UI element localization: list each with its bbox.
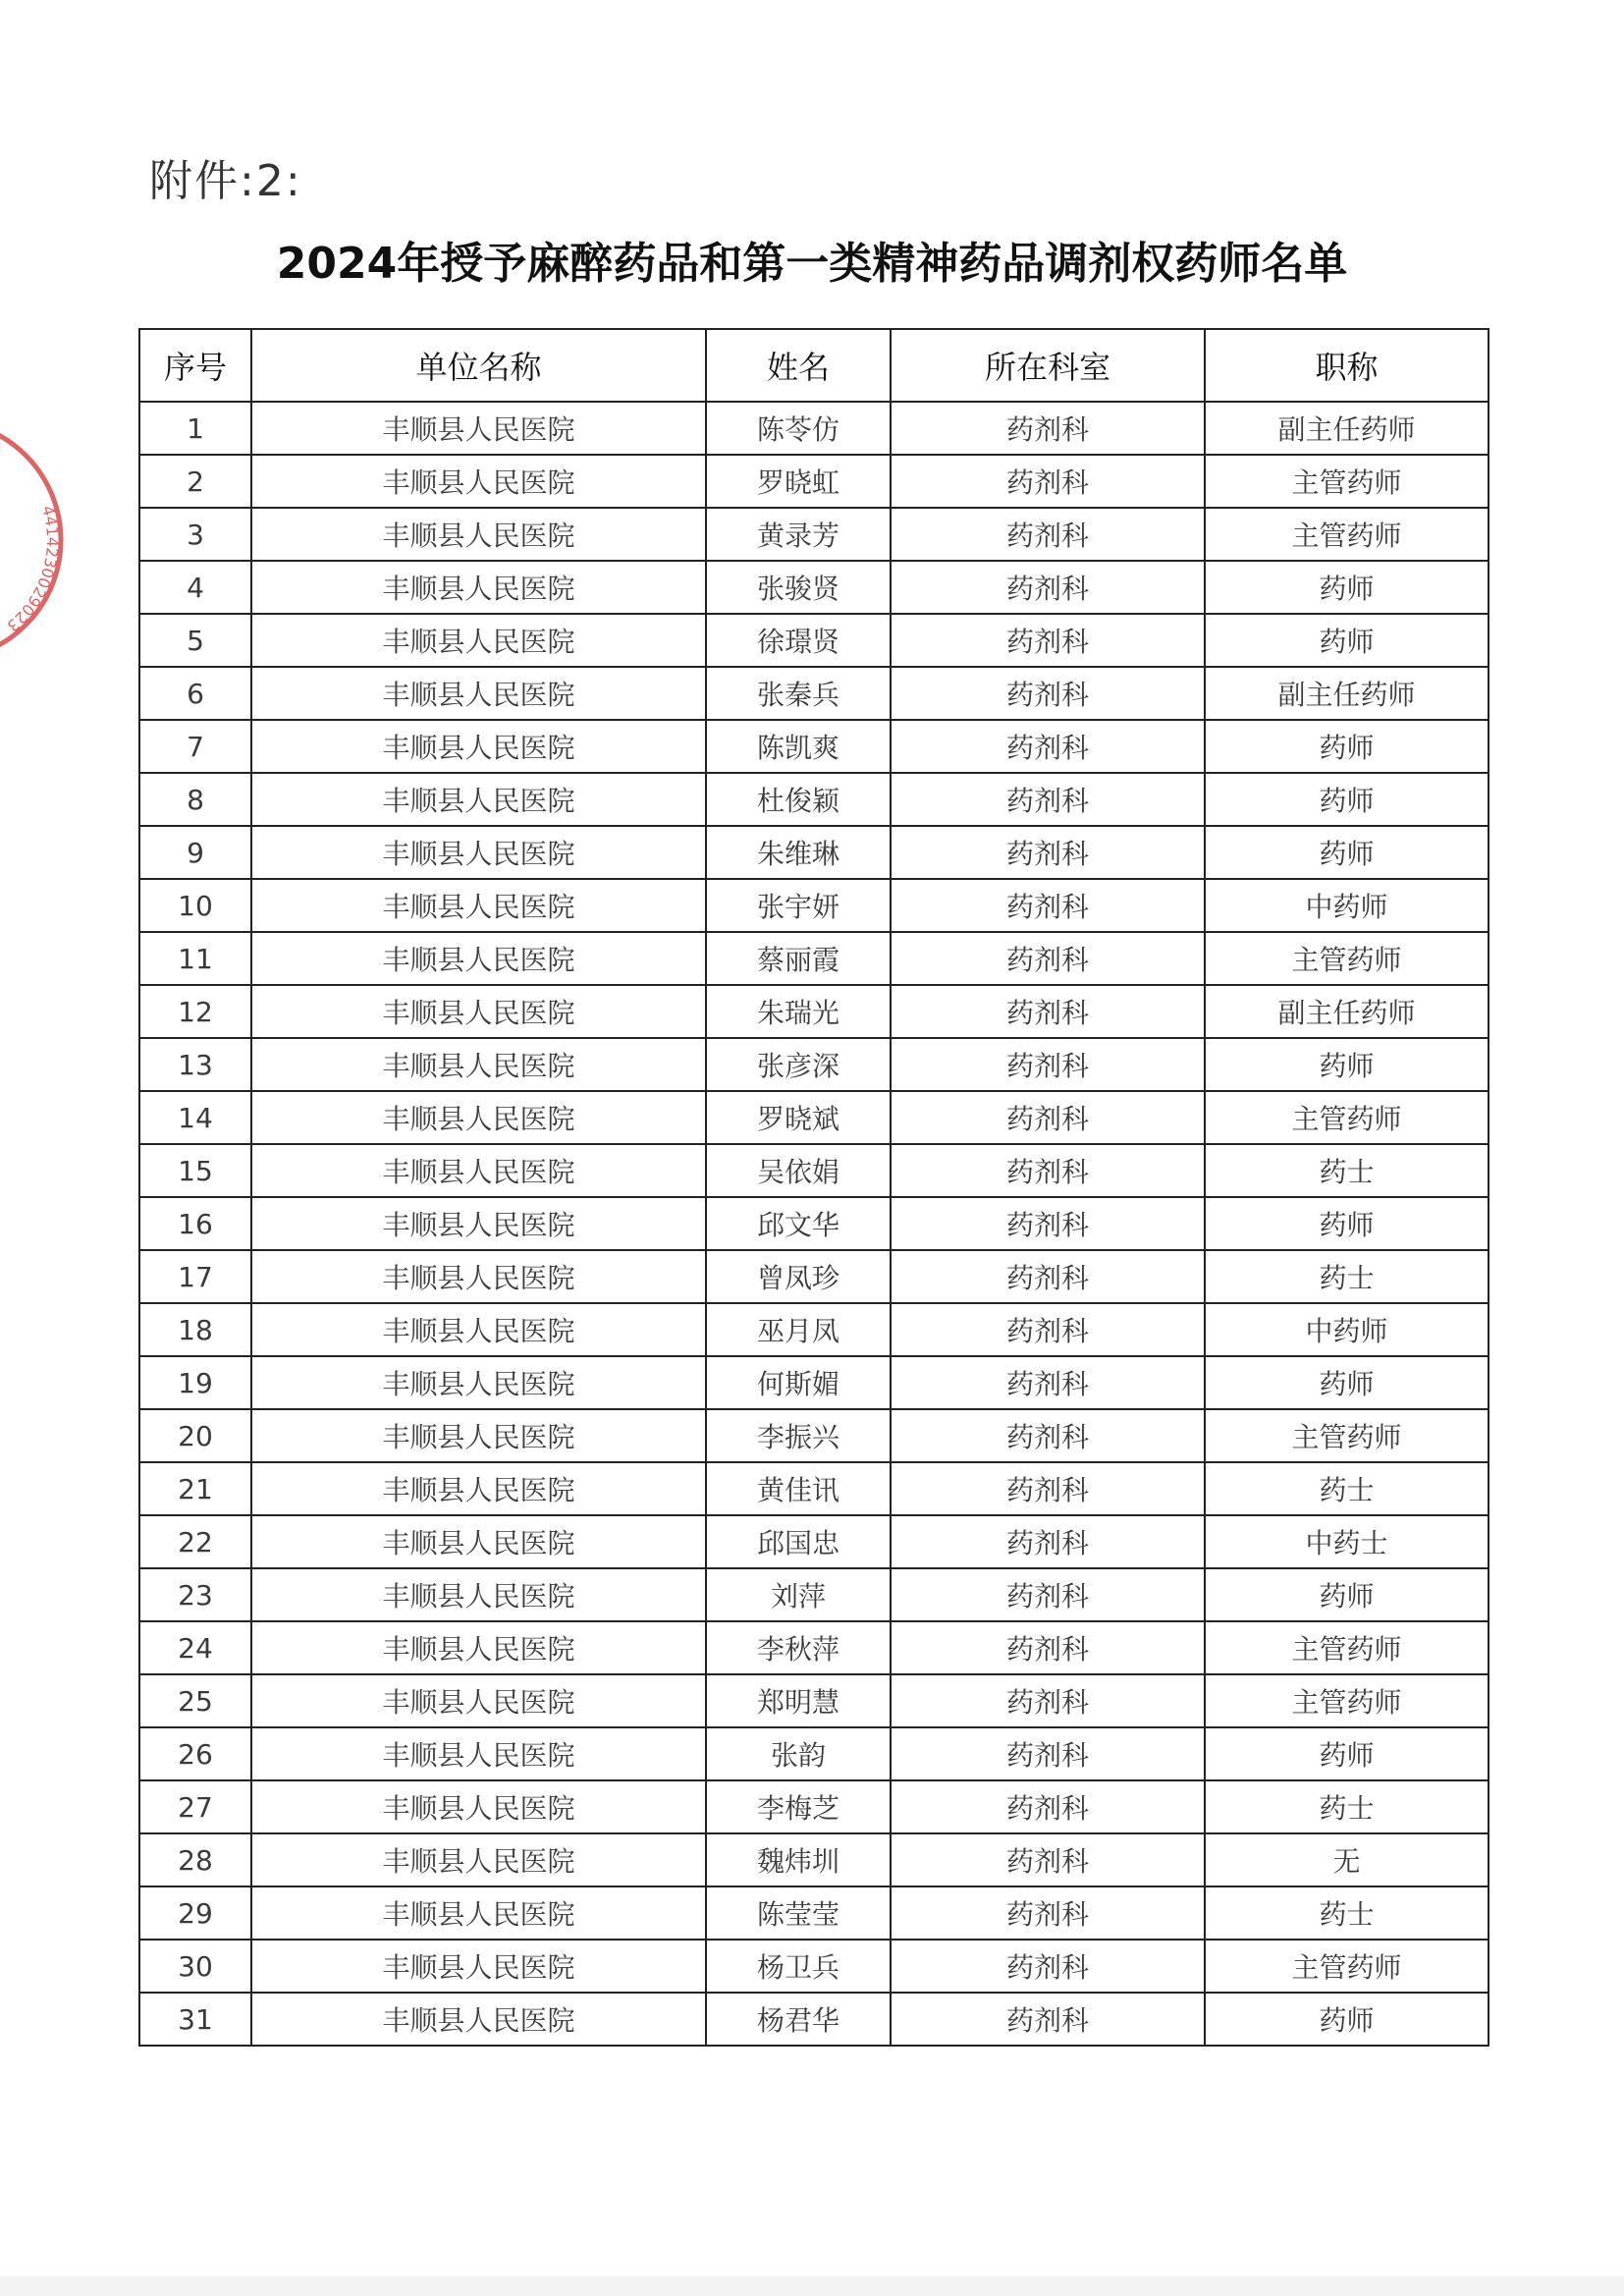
cell-unit: 丰顺县人民医院 (251, 720, 706, 773)
cell-department: 药剂科 (891, 1993, 1205, 2046)
table-row (139, 1886, 1489, 1940)
cell-number: 30 (139, 1940, 251, 1993)
cell-unit: 丰顺县人民医院 (251, 1568, 706, 1621)
cell-title: 无 (1205, 1833, 1489, 1886)
attachment-label: 附件:2: (149, 156, 302, 206)
cell-department: 药剂科 (891, 455, 1205, 508)
cell-department: 药剂科 (891, 773, 1205, 826)
cell-department: 药剂科 (891, 1250, 1205, 1303)
cell-number: 25 (139, 1674, 251, 1727)
cell-department: 药剂科 (891, 879, 1205, 932)
cell-unit: 丰顺县人民医院 (251, 1409, 706, 1462)
cell-title: 药师 (1205, 1727, 1489, 1780)
table-row (139, 1303, 1489, 1356)
cell-unit: 丰顺县人民医院 (251, 1993, 706, 2046)
cell-department: 药剂科 (891, 1303, 1205, 1356)
cell-title: 药士 (1205, 1462, 1489, 1515)
cell-title: 药师 (1205, 826, 1489, 879)
cell-unit: 丰顺县人民医院 (251, 561, 706, 614)
cell-name: 李秋萍 (706, 1621, 891, 1674)
cell-name: 邱文华 (706, 1197, 891, 1250)
cell-number: 24 (139, 1621, 251, 1674)
cell-department: 药剂科 (891, 667, 1205, 720)
header-unit: 单位名称 (251, 329, 706, 402)
cell-department: 药剂科 (891, 1462, 1205, 1515)
cell-department: 药剂科 (891, 1356, 1205, 1409)
cell-name: 陈凯爽 (706, 720, 891, 773)
cell-unit: 丰顺县人民医院 (251, 1038, 706, 1091)
cell-number: 27 (139, 1780, 251, 1833)
cell-unit: 丰顺县人民医院 (251, 1356, 706, 1409)
cell-unit: 丰顺县人民医院 (251, 1197, 706, 1250)
cell-title: 主管药师 (1205, 932, 1489, 985)
cell-title: 中药师 (1205, 1303, 1489, 1356)
cell-unit: 丰顺县人民医院 (251, 826, 706, 879)
table-header-row (139, 329, 1489, 402)
table-row (139, 985, 1489, 1038)
header-name: 姓名 (706, 329, 891, 402)
cell-number: 18 (139, 1303, 251, 1356)
cell-name: 何斯媚 (706, 1356, 891, 1409)
cell-name: 杨君华 (706, 1993, 891, 2046)
cell-unit: 丰顺县人民医院 (251, 1886, 706, 1940)
cell-title: 主管药师 (1205, 1409, 1489, 1462)
cell-title: 中药师 (1205, 879, 1489, 932)
cell-unit: 丰顺县人民医院 (251, 508, 706, 561)
cell-name: 邱国忠 (706, 1515, 891, 1568)
cell-unit: 丰顺县人民医院 (251, 879, 706, 932)
cell-name: 魏炜圳 (706, 1833, 891, 1886)
cell-number: 19 (139, 1356, 251, 1409)
cell-unit: 丰顺县人民医院 (251, 614, 706, 667)
cell-department: 药剂科 (891, 826, 1205, 879)
cell-department: 药剂科 (891, 1409, 1205, 1462)
table-row (139, 879, 1489, 932)
cell-department: 药剂科 (891, 720, 1205, 773)
cell-title: 主管药师 (1205, 508, 1489, 561)
cell-department: 药剂科 (891, 1833, 1205, 1886)
cell-name: 蔡丽霞 (706, 932, 891, 985)
cell-title: 药士 (1205, 1250, 1489, 1303)
cell-unit: 丰顺县人民医院 (251, 1674, 706, 1727)
cell-number: 26 (139, 1727, 251, 1780)
table-row (139, 1940, 1489, 1993)
official-seal (0, 412, 69, 668)
cell-title: 药师 (1205, 1993, 1489, 2046)
table-row (139, 1833, 1489, 1886)
cell-unit: 丰顺县人民医院 (251, 985, 706, 1038)
table-row (139, 1621, 1489, 1674)
cell-number: 2 (139, 455, 251, 508)
cell-department: 药剂科 (891, 1144, 1205, 1197)
document-title: 2024年授予麻醉药品和第一类精神药品调剂权药师名单 (276, 239, 1348, 289)
table-row (139, 1409, 1489, 1462)
table-row (139, 1727, 1489, 1780)
cell-number: 28 (139, 1833, 251, 1886)
table-row (139, 1568, 1489, 1621)
cell-number: 11 (139, 932, 251, 985)
table-row (139, 614, 1489, 667)
cell-department: 药剂科 (891, 1197, 1205, 1250)
cell-unit: 丰顺县人民医院 (251, 1250, 706, 1303)
cell-department: 药剂科 (891, 1515, 1205, 1568)
cell-title: 副主任药师 (1205, 667, 1489, 720)
cell-department: 药剂科 (891, 1621, 1205, 1674)
cell-name: 李梅芝 (706, 1780, 891, 1833)
cell-title: 主管药师 (1205, 1674, 1489, 1727)
cell-unit: 丰顺县人民医院 (251, 1144, 706, 1197)
cell-number: 9 (139, 826, 251, 879)
table-row (139, 1993, 1489, 2046)
cell-unit: 丰顺县人民医院 (251, 1462, 706, 1515)
header-department: 所在科室 (891, 329, 1205, 402)
cell-name: 罗晓斌 (706, 1091, 891, 1144)
cell-number: 10 (139, 879, 251, 932)
cell-number: 4 (139, 561, 251, 614)
cell-name: 刘萍 (706, 1568, 891, 1621)
cell-number: 14 (139, 1091, 251, 1144)
cell-title: 主管药师 (1205, 1091, 1489, 1144)
seal-number: 4414230029023 (3, 503, 63, 635)
cell-title: 副主任药师 (1205, 985, 1489, 1038)
table-row (139, 720, 1489, 773)
cell-number: 29 (139, 1886, 251, 1940)
scan-bottom-edge (0, 2276, 1624, 2296)
cell-number: 21 (139, 1462, 251, 1515)
cell-name: 巫月凤 (706, 1303, 891, 1356)
table-row (139, 667, 1489, 720)
cell-name: 杨卫兵 (706, 1940, 891, 1993)
cell-name: 黄佳讯 (706, 1462, 891, 1515)
cell-name: 张宇妍 (706, 879, 891, 932)
cell-department: 药剂科 (891, 1568, 1205, 1621)
cell-name: 黄录芳 (706, 508, 891, 561)
cell-title: 药师 (1205, 614, 1489, 667)
cell-department: 药剂科 (891, 932, 1205, 985)
cell-number: 1 (139, 402, 251, 455)
cell-number: 6 (139, 667, 251, 720)
cell-name: 张骏贤 (706, 561, 891, 614)
cell-department: 药剂科 (891, 1091, 1205, 1144)
cell-name: 曾凤珍 (706, 1250, 891, 1303)
cell-department: 药剂科 (891, 1674, 1205, 1727)
table-row (139, 1515, 1489, 1568)
cell-name: 李振兴 (706, 1409, 891, 1462)
table-row (139, 773, 1489, 826)
cell-title: 主管药师 (1205, 455, 1489, 508)
cell-unit: 丰顺县人民医院 (251, 1833, 706, 1886)
header-title: 职称 (1205, 329, 1489, 402)
cell-title: 药师 (1205, 720, 1489, 773)
table-row (139, 1091, 1489, 1144)
svg-text:4414230029023 (3, 504, 62, 635)
cell-department: 药剂科 (891, 1727, 1205, 1780)
cell-name: 陈苓仿 (706, 402, 891, 455)
cell-unit: 丰顺县人民医院 (251, 1727, 706, 1780)
cell-name: 罗晓虹 (706, 455, 891, 508)
table-row (139, 455, 1489, 508)
table-row (139, 1780, 1489, 1833)
cell-number: 5 (139, 614, 251, 667)
cell-title: 主管药师 (1205, 1940, 1489, 1993)
cell-name: 朱维琳 (706, 826, 891, 879)
cell-title: 中药士 (1205, 1515, 1489, 1568)
cell-unit: 丰顺县人民医院 (251, 773, 706, 826)
cell-name: 张韵 (706, 1727, 891, 1780)
table-body (139, 402, 1489, 2046)
cell-number: 7 (139, 720, 251, 773)
cell-name: 徐璟贤 (706, 614, 891, 667)
cell-number: 31 (139, 1993, 251, 2046)
header-number: 序号 (139, 329, 251, 402)
cell-title: 药师 (1205, 773, 1489, 826)
cell-number: 3 (139, 508, 251, 561)
cell-title: 药士 (1205, 1886, 1489, 1940)
cell-title: 药士 (1205, 1144, 1489, 1197)
cell-department: 药剂科 (891, 508, 1205, 561)
cell-number: 23 (139, 1568, 251, 1621)
cell-unit: 丰顺县人民医院 (251, 455, 706, 508)
cell-number: 12 (139, 985, 251, 1038)
cell-unit: 丰顺县人民医院 (251, 402, 706, 455)
cell-title: 药士 (1205, 1780, 1489, 1833)
cell-title: 药师 (1205, 1356, 1489, 1409)
table-row (139, 1250, 1489, 1303)
cell-number: 17 (139, 1250, 251, 1303)
table-row (139, 402, 1489, 455)
cell-unit: 丰顺县人民医院 (251, 1303, 706, 1356)
pharmacist-roster-table (138, 328, 1489, 2047)
cell-department: 药剂科 (891, 614, 1205, 667)
cell-department: 药剂科 (891, 402, 1205, 455)
cell-number: 20 (139, 1409, 251, 1462)
cell-unit: 丰顺县人民医院 (251, 1621, 706, 1674)
cell-name: 吴依娟 (706, 1144, 891, 1197)
table-row (139, 561, 1489, 614)
cell-number: 13 (139, 1038, 251, 1091)
cell-number: 15 (139, 1144, 251, 1197)
cell-number: 22 (139, 1515, 251, 1568)
cell-name: 杜俊颖 (706, 773, 891, 826)
cell-number: 8 (139, 773, 251, 826)
table-row (139, 1674, 1489, 1727)
cell-name: 张彦深 (706, 1038, 891, 1091)
cell-department: 药剂科 (891, 1780, 1205, 1833)
cell-title: 主管药师 (1205, 1621, 1489, 1674)
table-row (139, 1038, 1489, 1091)
table-row (139, 1462, 1489, 1515)
table-row (139, 1197, 1489, 1250)
cell-unit: 丰顺县人民医院 (251, 1780, 706, 1833)
cell-name: 郑明慧 (706, 1674, 891, 1727)
table-row (139, 932, 1489, 985)
cell-department: 药剂科 (891, 561, 1205, 614)
cell-name: 朱瑞光 (706, 985, 891, 1038)
cell-department: 药剂科 (891, 1940, 1205, 1993)
table-row (139, 826, 1489, 879)
cell-title: 药师 (1205, 1038, 1489, 1091)
cell-unit: 丰顺县人民医院 (251, 1515, 706, 1568)
cell-department: 药剂科 (891, 1038, 1205, 1091)
cell-department: 药剂科 (891, 1886, 1205, 1940)
cell-title: 药师 (1205, 561, 1489, 614)
table-row (139, 1144, 1489, 1197)
cell-unit: 丰顺县人民医院 (251, 667, 706, 720)
cell-title: 药师 (1205, 1197, 1489, 1250)
table-row (139, 508, 1489, 561)
cell-number: 16 (139, 1197, 251, 1250)
cell-unit: 丰顺县人民医院 (251, 932, 706, 985)
cell-unit: 丰顺县人民医院 (251, 1091, 706, 1144)
table-row (139, 1356, 1489, 1409)
cell-name: 张秦兵 (706, 667, 891, 720)
cell-unit: 丰顺县人民医院 (251, 1940, 706, 1993)
cell-name: 陈莹莹 (706, 1886, 891, 1940)
cell-title: 副主任药师 (1205, 402, 1489, 455)
cell-title: 药师 (1205, 1568, 1489, 1621)
cell-department: 药剂科 (891, 985, 1205, 1038)
